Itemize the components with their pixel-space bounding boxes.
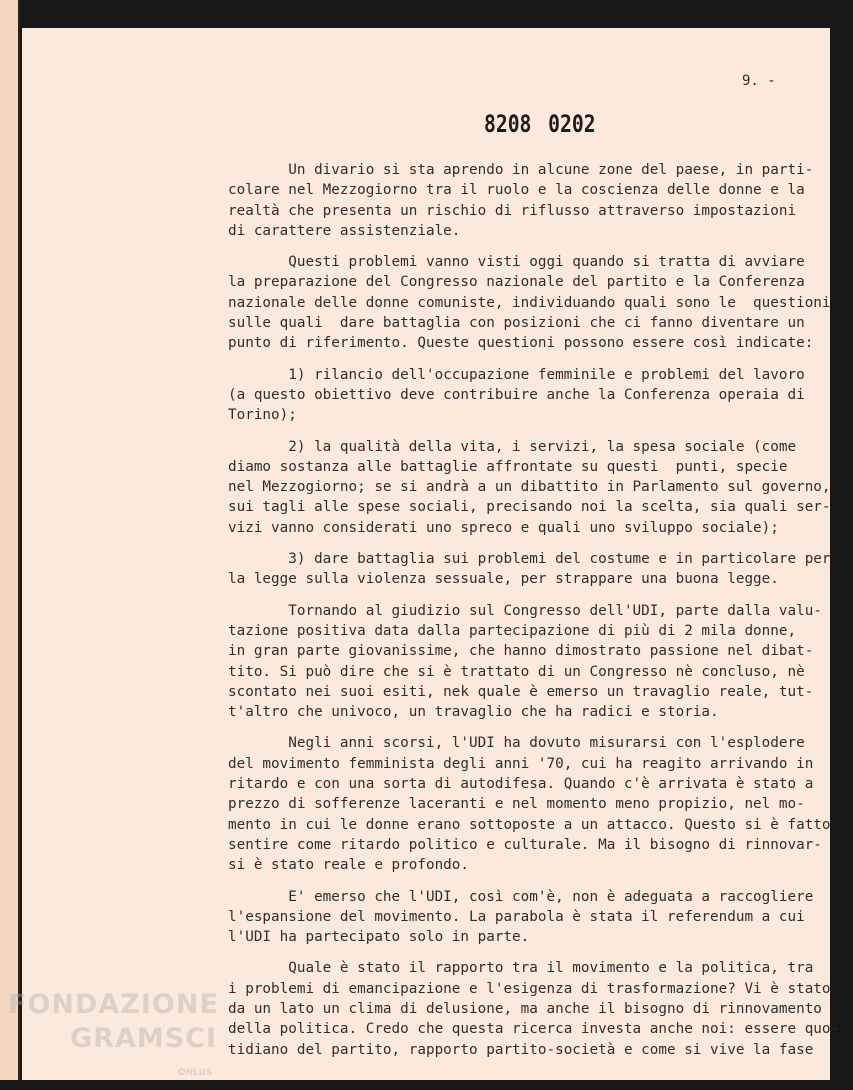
text-line: si è stato reale e profondo. <box>228 857 470 874</box>
text-line: diamo sostanza alle battaglie affrontate su questi punti, specie <box>228 458 788 475</box>
text-line: Tornando al giudizio sul Congresso dell'UDI, parte dalla valu- <box>228 602 822 619</box>
document-page <box>22 28 840 1080</box>
paragraph <box>228 365 808 426</box>
text-line: Negli anni scorsi, l'UDI ha dovuto misurarsi con l'esplodere <box>228 735 805 752</box>
text-line: tidiano del partito, rapporto partito-società e come si vive la fase <box>228 1041 814 1058</box>
text-line: l'UDI ha partecipato solo in parte. <box>228 929 530 946</box>
text-line: della politica. Credo che questa ricerca investa anche noi: essere quo- <box>228 1021 840 1038</box>
text-line: (a questo obiettivo deve contribuire anche la Conferenza operaia di <box>228 386 805 403</box>
text-line: punto di riferimento. Queste questioni possono essere così indicate: <box>228 335 814 352</box>
text-line: Torino); <box>228 407 297 424</box>
text-line: 2) la qualità della vita, i servizi, la spesa sociale (come <box>228 438 797 455</box>
paragraph <box>228 549 831 590</box>
text-line: prezzo di sofferenze laceranti e nel momento meno propizio, nel mo- <box>228 796 805 813</box>
text-line: l'espansione del movimento. La parabola è stata il referendum a cui <box>228 908 805 925</box>
text-line: in gran parte giovanissime, che hanno dimostrato passione nel dibat- <box>228 643 814 660</box>
paragraph <box>228 733 831 875</box>
text-line: nazionale delle donne comuniste, individuando quali sono le questioni <box>228 294 831 311</box>
text-line: sulle quali dare battaglia con posizioni che ci fanno diventare un <box>228 315 805 332</box>
previous-page-edge <box>0 0 20 1080</box>
text-line: di carattere assistenziale. <box>228 222 461 239</box>
page-number: 9. - <box>742 73 776 89</box>
body-text <box>228 160 840 1071</box>
text-line: t'altro che univoco, un travaglio che ha radici e storia. <box>228 704 719 721</box>
watermark-line-2: GRAMSCI <box>70 1023 218 1054</box>
archive-stamp: 8208 0202 <box>484 110 596 138</box>
text-line: la legge sulla violenza sessuale, per strappare una buona legge. <box>228 571 779 588</box>
text-line: mento in cui le donne erano sottoposte a un attacco. Questo si è fatto <box>228 816 831 833</box>
text-line: sentire come ritardo politico e culturale. Ma il bisogno di rinnovar- <box>228 836 822 853</box>
paragraph <box>228 601 822 723</box>
paragraph <box>228 437 831 538</box>
text-line: realtà che presenta un rischio di riflusso attraverso impostazioni <box>228 202 797 219</box>
text-line: Quale è stato il rapporto tra il movimento e la politica, tra <box>228 960 814 977</box>
text-line: da un lato un clima di delusione, ma anche il bisogno di rinnovamento <box>228 1000 822 1017</box>
text-line: Questi problemi vanno visti oggi quando si tratta di avviare <box>228 254 805 271</box>
paragraph <box>228 252 831 353</box>
text-line: del movimento femminista degli anni '70, cui ha reagito arrivando in <box>228 755 814 772</box>
watermark-line-3: ONLUS <box>178 1068 213 1078</box>
text-line: sui tagli alle spese sociali, precisando noi la scelta, sia quali ser- <box>228 499 831 516</box>
text-line: 3) dare battaglia sui problemi del costume e in particolare per <box>228 551 831 568</box>
text-line: i problemi di emancipazione e l'esigenza di trasformazione? Vi è stato <box>228 980 831 997</box>
text-line: 1) rilancio dell'occupazione femminile e problemi del lavoro <box>228 366 805 383</box>
text-line: la preparazione del Congresso nazionale del partito e la Conferenza <box>228 274 805 291</box>
watermark <box>8 988 219 1078</box>
text-line: scontato nei suoi esiti, nek quale è emerso un travaglio reale, tut- <box>228 683 814 700</box>
text-line: ritardo e con una sorta di autodifesa. Quando c'è arrivata è stato a <box>228 776 814 793</box>
text-line: nel Mezzogiorno; se si andrà a un dibattito in Parlamento sul governo, <box>228 479 831 496</box>
paragraph <box>228 887 814 948</box>
text-line: tazione positiva data dalla partecipazione di più di 2 mila donne, <box>228 622 797 639</box>
text-line: tito. Si può dire che si è trattato di un Congresso nè concluso, nè <box>228 663 805 680</box>
paragraph <box>228 958 840 1059</box>
text-line: colare nel Mezzogiorno tra il ruolo e la coscienza delle donne e la <box>228 182 805 199</box>
text-line: Un divario si sta aprendo in alcune zone del paese, in parti- <box>228 162 814 178</box>
watermark-line-1: FONDAZIONE <box>8 989 219 1020</box>
text-line: E' emerso che l'UDI, così com'è, non è adeguata a raccogliere <box>228 888 814 905</box>
paragraph <box>228 160 814 241</box>
text-line: vizi vanno considerati uno spreco e quali uno sviluppo sociale); <box>228 519 779 536</box>
